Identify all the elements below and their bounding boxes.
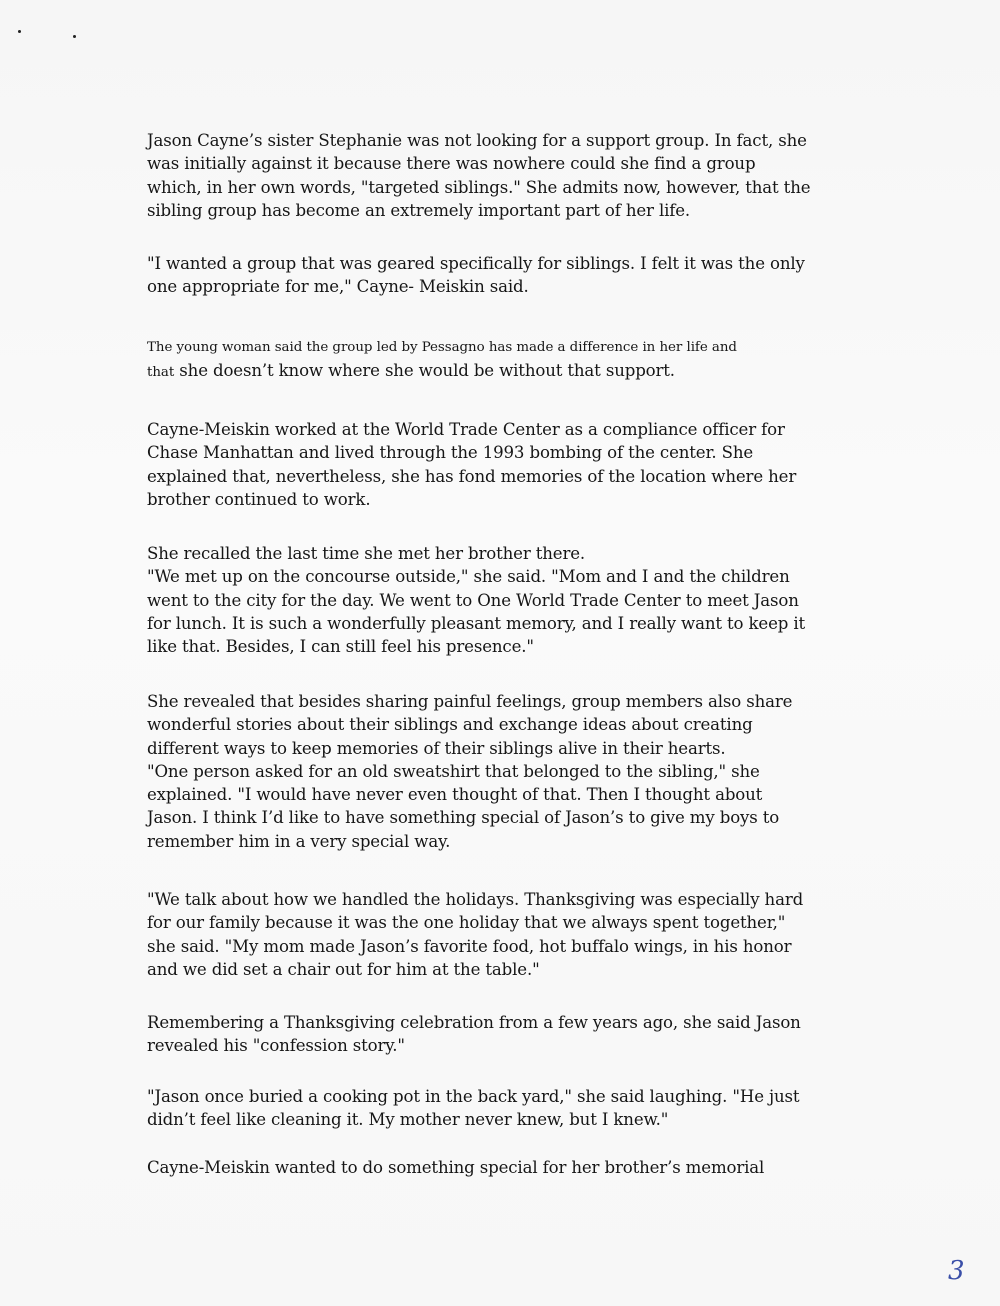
text-line: like that. Besides, I can still feel his presence." [147,637,534,657]
paragraph [147,1156,867,1179]
text-line: which, in her own words, "targeted siblings." She admits now, however, that the [147,177,811,197]
paragraph [147,690,867,853]
text-line: brother continued to work. [147,489,371,509]
paragraph [147,336,867,385]
text-line: one appropriate for me," Cayne- Meiskin said. [147,277,529,297]
text-line: explained. "I would have never even thought of that. Then I thought about [147,785,763,805]
text-line: was initially against it because there was nowhere could she find a group [147,154,756,174]
text-line: for lunch. It is such a wonderfully pleasant memory, and I really want to keep it [147,613,806,633]
text-line: remember him in a very special way. [147,831,451,851]
text-line: for our family because it was the one holiday that we always spent together," [147,913,786,933]
paragraph [147,129,867,222]
text-line: The young woman said the group led by Pessagno has made a difference in her life and [147,340,737,355]
text-line: went to the city for the day. We went to One World Trade Center to meet Jason [147,590,799,610]
text-line: didn’t feel like cleaning it. My mother never knew, but I knew." [147,1110,669,1130]
text-line: Jason. I think I’d like to have something special of Jason’s to give my boys to [147,808,780,828]
text-line: Cayne-Meiskin wanted to do something special for her brother’s memorial [147,1158,765,1177]
page-number: 3 [948,1256,965,1286]
text-line: Jason Cayne’s sister Stephanie was not looking for a support group. In fact, she [147,131,807,150]
text-fragment: that [147,365,175,381]
paragraph [147,252,867,299]
paragraph [147,542,867,658]
text-line: "We talk about how we handled the holidays. Thanksgiving was especially hard [147,890,804,909]
text-line: She recalled the last time she met her brother there. [147,544,586,563]
scan-speck [73,35,76,38]
paragraph [147,1011,867,1058]
text-line: revealed his "confession story." [147,1036,405,1056]
scan-speck [18,30,21,33]
text-line: explained that, nevertheless, she has fond memories of the location where her [147,466,797,486]
text-line: "Jason once buried a cooking pot in the back yard," she said laughing. "He just [147,1087,800,1106]
text-line: wonderful stories about their siblings and exchange ideas about creating [147,715,753,735]
text-line: She revealed that besides sharing painful feelings, group members also share [147,692,793,711]
paragraph [147,1085,867,1132]
text-line: and we did set a chair out for him at the table." [147,959,540,979]
text-line [147,359,867,384]
paragraph [147,888,867,981]
text-line: Remembering a Thanksgiving celebration from a few years ago, she said Jason [147,1013,801,1032]
text-line: she said. "My mom made Jason’s favorite food, hot buffalo wings, in his honor [147,936,792,956]
text-fragment: she doesn’t know where she would be without that support. [174,361,675,381]
text-line: Cayne-Meiskin worked at the World Trade Center as a compliance officer for [147,420,785,439]
text-line: "We met up on the concourse outside," she said. "Mom and I and the children [147,567,790,587]
paragraph [147,418,867,511]
text-line: "One person asked for an old sweatshirt that belonged to the sibling," she [147,761,760,781]
text-line: different ways to keep memories of their siblings alive in their hearts. [147,738,726,758]
text-line: "I wanted a group that was geared specifically for siblings. I felt it was the only [147,254,805,273]
text-line: sibling group has become an extremely important part of her life. [147,200,691,220]
text-line: Chase Manhattan and lived through the 1993 bombing of the center. She [147,443,754,463]
